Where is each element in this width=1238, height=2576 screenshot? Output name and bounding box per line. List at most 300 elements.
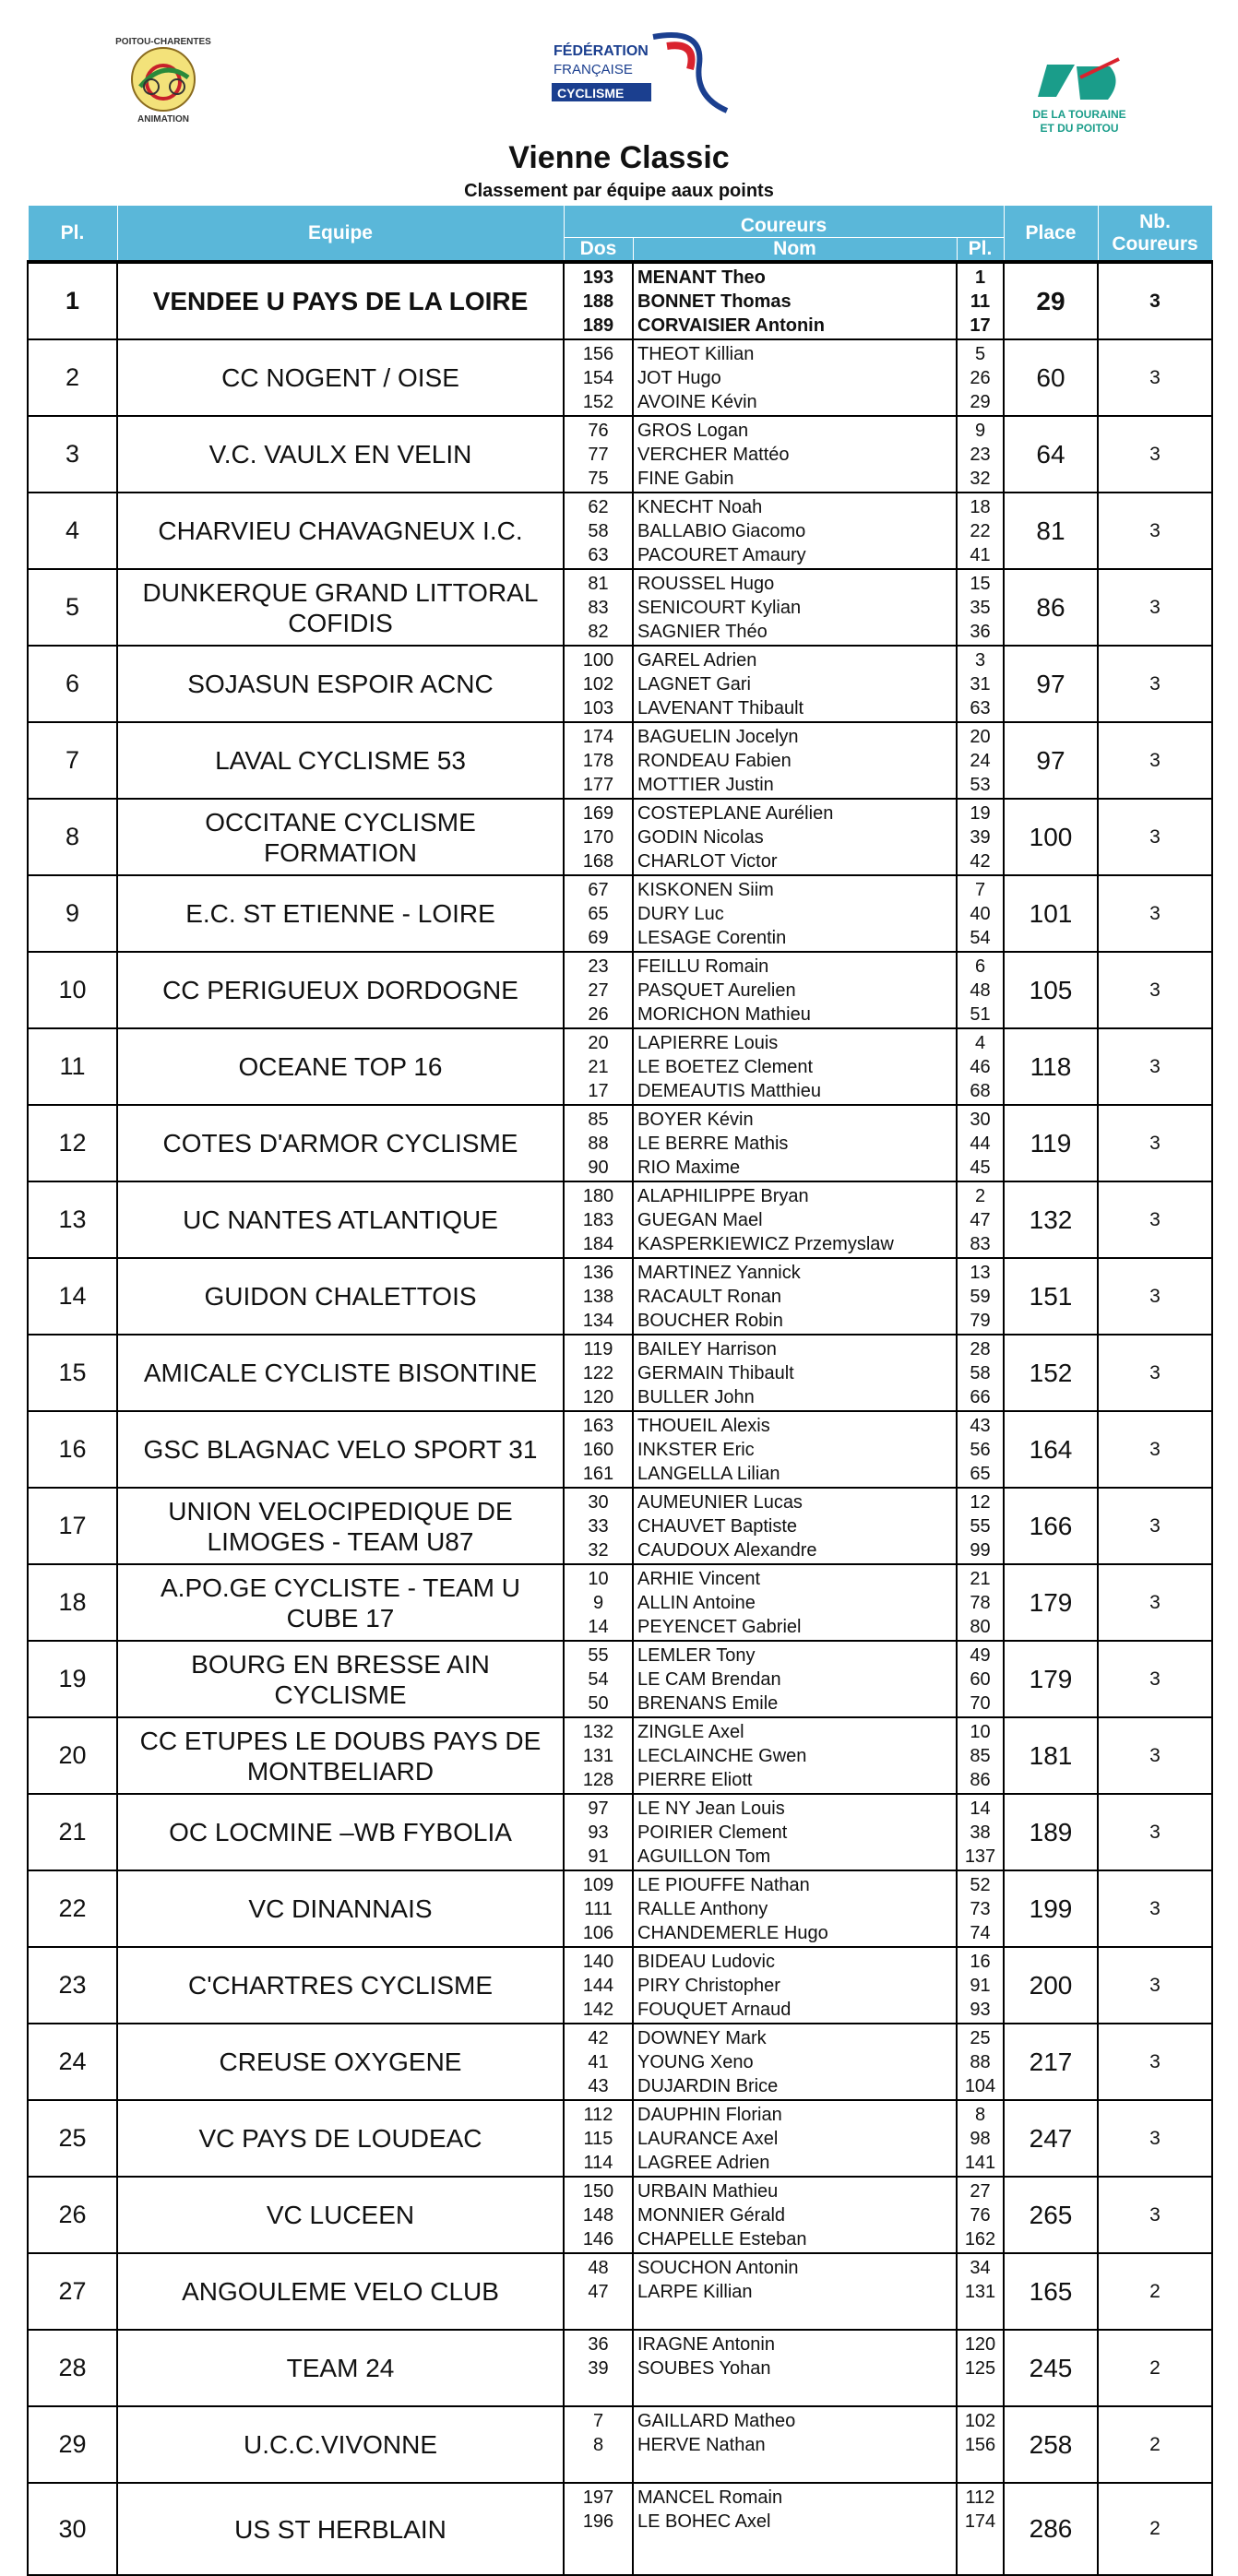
rider-place: 70 (970, 1693, 991, 1714)
rider-names (633, 339, 957, 416)
header-equipe: Equipe (117, 206, 564, 263)
rider-name: HERVE Nathan (637, 2435, 766, 2455)
team-name: V.C. VAULX EN VELIN (117, 416, 564, 493)
team-row (28, 1641, 1212, 1717)
team-rider-count: 3 (1098, 952, 1212, 1028)
rider-name: GUEGAN Mael (637, 1210, 763, 1230)
team-row (28, 1105, 1212, 1181)
rider-name: BRENANS Emile (637, 1693, 779, 1714)
team-row (28, 262, 1212, 339)
page-title: Vienne Classic (508, 140, 730, 175)
rider-places (957, 262, 1004, 339)
rider-place: 55 (970, 1516, 991, 1537)
rider-place: 23 (970, 445, 991, 465)
rider-name: LE NY Jean Louis (637, 1798, 785, 1819)
rider-dossard: 180 (582, 1186, 614, 1206)
rider-dossard: 102 (582, 674, 614, 694)
rider-place: 63 (970, 698, 991, 718)
team-name: CC ETUPES LE DOUBS PAYS DE MONTBELIARD (117, 1717, 564, 1794)
svg-text:FRANÇAISE: FRANÇAISE (554, 62, 633, 77)
team-rank: 1 (28, 262, 117, 339)
team-name: OC LOCMINE –WB FYBOLIA (117, 1794, 564, 1870)
rider-dossards (564, 416, 633, 493)
team-row (28, 1028, 1212, 1105)
team-name: OCCITANE CYCLISME FORMATION (117, 799, 564, 875)
rider-name: DOWNEY Mark (637, 2028, 767, 2048)
rider-name: CHAPELLE Esteban (637, 2229, 807, 2250)
rider-place: 48 (970, 980, 991, 1001)
rider-name: CHARLOT Victor (637, 851, 778, 872)
rider-dossards (564, 2024, 633, 2100)
rider-dossard: 156 (582, 344, 614, 364)
rider-places (957, 1564, 1004, 1641)
team-rank: 8 (28, 799, 117, 875)
team-points: 179 (1004, 1564, 1098, 1641)
rider-place: 40 (970, 904, 991, 924)
rider-place: 41 (970, 545, 991, 565)
rider-dossard: 76 (588, 421, 609, 441)
team-points: 119 (1004, 1105, 1098, 1181)
rider-place: 112 (965, 2487, 995, 2508)
rider-names (633, 569, 957, 646)
rider-place: 78 (970, 1593, 991, 1613)
rider-name: FINE Gabin (637, 469, 734, 489)
team-rank: 30 (28, 2483, 117, 2575)
rider-names (633, 416, 957, 493)
rider-names (633, 1105, 957, 1181)
rider-places (957, 339, 1004, 416)
rider-dossard: 43 (588, 2076, 609, 2096)
team-name: VENDEE U PAYS DE LA LOIRE (117, 262, 564, 339)
team-row (28, 1947, 1212, 2024)
rider-dossard: 39 (588, 2358, 609, 2379)
team-points: 165 (1004, 2253, 1098, 2330)
rider-names (633, 1564, 957, 1641)
team-name: C'CHARTRES CYCLISME (117, 1947, 564, 2024)
team-rank: 14 (28, 1258, 117, 1335)
team-row (28, 875, 1212, 952)
team-row (28, 1335, 1212, 1411)
team-rider-count: 3 (1098, 2100, 1212, 2177)
team-points: 100 (1004, 799, 1098, 875)
rider-dossards (564, 646, 633, 722)
rider-dossard: 90 (588, 1157, 609, 1178)
header-nb-coureurs: Nb. Coureurs (1098, 206, 1212, 263)
rider-names (633, 799, 957, 875)
rider-name: GAILLARD Matheo (637, 2411, 796, 2431)
rider-place: 98 (970, 2129, 991, 2149)
team-row (28, 2253, 1212, 2330)
rider-places (957, 1488, 1004, 1564)
rider-dossard: 83 (588, 598, 609, 618)
team-row (28, 2330, 1212, 2406)
team-row (28, 1411, 1212, 1488)
rider-names (633, 2024, 957, 2100)
rider-place: 14 (970, 1798, 991, 1819)
team-points: 81 (1004, 493, 1098, 569)
svg-text:ANIMATION: ANIMATION (137, 114, 189, 125)
rider-place: 19 (970, 803, 991, 824)
team-rider-count: 3 (1098, 416, 1212, 493)
rider-dossard: 75 (588, 469, 609, 489)
rider-places (957, 2406, 1004, 2483)
rider-place: 32 (970, 469, 991, 489)
team-points: 97 (1004, 646, 1098, 722)
team-row (28, 2177, 1212, 2253)
rider-place: 83 (970, 1234, 991, 1254)
team-points: 118 (1004, 1028, 1098, 1105)
rider-name: DAUPHIN Florian (637, 2105, 782, 2125)
rider-names (633, 1794, 957, 1870)
team-points: 132 (1004, 1181, 1098, 1258)
rider-dossard: 21 (588, 1057, 609, 1077)
team-rider-count: 3 (1098, 1717, 1212, 1794)
rider-name: COSTEPLANE Aurélien (637, 803, 834, 824)
team-row (28, 2100, 1212, 2177)
rider-dossard: 188 (582, 291, 614, 312)
team-name: VC LUCEEN (117, 2177, 564, 2253)
rider-place: 8 (974, 2105, 986, 2125)
team-row (28, 722, 1212, 799)
team-rank: 11 (28, 1028, 117, 1105)
team-row (28, 1488, 1212, 1564)
rider-place: 53 (970, 775, 991, 795)
team-row (28, 1258, 1212, 1335)
rider-dossard: 82 (588, 622, 609, 642)
rider-place: 39 (970, 827, 991, 848)
rider-dossard: 65 (588, 904, 609, 924)
rider-dossards (564, 2330, 633, 2406)
rider-place: 5 (974, 344, 986, 364)
rider-name: THEOT Killian (637, 344, 755, 364)
rider-dossard: 134 (582, 1311, 614, 1331)
rider-name: SOUBES Yohan (637, 2358, 771, 2379)
rider-place: 21 (970, 1569, 991, 1589)
rider-name: ROUSSEL Hugo (637, 574, 775, 594)
rider-place: 65 (970, 1464, 991, 1484)
rider-dossard: 131 (582, 1746, 614, 1766)
rider-places (957, 2330, 1004, 2406)
rider-dossard: 144 (582, 1976, 614, 1996)
team-points: 189 (1004, 1794, 1098, 1870)
header-dos: Dos (564, 238, 633, 263)
rider-dossards (564, 1411, 633, 1488)
header-coureurs: Coureurs (564, 206, 1004, 238)
rider-name: CAUDOUX Alexandre (637, 1540, 817, 1561)
rider-place: 44 (970, 1134, 991, 1154)
team-rank: 23 (28, 1947, 117, 2024)
rider-place: 17 (970, 315, 991, 336)
rider-dossards (564, 722, 633, 799)
rider-names (633, 2483, 957, 2575)
results-table (27, 205, 1213, 2576)
team-rank: 4 (28, 493, 117, 569)
team-name: GUIDON CHALETTOIS (117, 1258, 564, 1335)
rider-dossard: 48 (588, 2258, 609, 2278)
rider-dossard: 142 (582, 2000, 614, 2020)
rider-name: ALAPHILIPPE Bryan (637, 1186, 809, 1206)
team-rank: 7 (28, 722, 117, 799)
rider-dossard: 106 (582, 1923, 614, 1943)
rider-dossard: 81 (588, 574, 609, 594)
rider-name: BAILEY Harrison (637, 1339, 777, 1359)
rider-place: 16 (970, 1952, 991, 1972)
rider-place: 35 (970, 598, 991, 618)
rider-places (957, 1028, 1004, 1105)
rider-names (633, 1870, 957, 1947)
team-rider-count: 3 (1098, 646, 1212, 722)
rider-names (633, 1717, 957, 1794)
rider-names (633, 493, 957, 569)
team-row (28, 493, 1212, 569)
team-name: BOURG EN BRESSE AIN CYCLISME (117, 1641, 564, 1717)
rider-dossard: 140 (582, 1952, 614, 1972)
rider-name: AVOINE Kévin (637, 392, 757, 412)
team-row (28, 416, 1212, 493)
rider-dossards (564, 2406, 633, 2483)
rider-dossard: 111 (584, 1899, 613, 1919)
rider-place: 137 (964, 1846, 996, 1867)
rider-name: LE BOETEZ Clement (637, 1057, 814, 1077)
rider-dossard: 32 (588, 1540, 609, 1561)
rider-dossard: 9 (592, 1593, 604, 1613)
team-points: 247 (1004, 2100, 1098, 2177)
rider-dossards (564, 1105, 633, 1181)
team-points: 200 (1004, 1947, 1098, 2024)
team-rank: 9 (28, 875, 117, 952)
rider-name: IRAGNE Antonin (637, 2334, 775, 2355)
team-row (28, 1870, 1212, 1947)
rider-place: 12 (970, 1492, 991, 1513)
rider-name: CORVAISIER Antonin (637, 315, 825, 336)
header-pl: Pl. (28, 206, 117, 263)
rider-name: PACOURET Amaury (637, 545, 806, 565)
rider-place: 24 (970, 751, 991, 771)
team-points: 286 (1004, 2483, 1098, 2575)
rider-dossards (564, 1717, 633, 1794)
rider-place: 52 (970, 1875, 991, 1895)
rider-dossard: 178 (582, 751, 614, 771)
rider-place: 60 (970, 1669, 991, 1690)
team-points: 199 (1004, 1870, 1098, 1947)
rider-dossard: 88 (588, 1134, 609, 1154)
team-name: GSC BLAGNAC VELO SPORT 31 (117, 1411, 564, 1488)
team-name: DUNKERQUE GRAND LITTORAL COFIDIS (117, 569, 564, 646)
rider-dossard: 148 (582, 2205, 614, 2226)
rider-place: 162 (964, 2229, 996, 2250)
team-name: OCEANE TOP 16 (117, 1028, 564, 1105)
team-name: A.PO.GE CYCLISTE - TEAM U CUBE 17 (117, 1564, 564, 1641)
rider-name: PASQUET Aurelien (637, 980, 796, 1001)
rider-dossard: 154 (582, 368, 614, 388)
rider-name: GERMAIN Thibault (637, 1363, 794, 1383)
rider-dossard: 10 (588, 1569, 609, 1589)
rider-name: MONNIER Gérald (637, 2205, 786, 2226)
rider-name: THOUEIL Alexis (637, 1416, 770, 1436)
rider-dossard: 93 (588, 1822, 609, 1843)
team-rider-count: 3 (1098, 1870, 1212, 1947)
rider-name: LAGREE Adrien (637, 2153, 770, 2173)
rider-place: 79 (970, 1311, 991, 1331)
rider-places (957, 1258, 1004, 1335)
team-points: 181 (1004, 1717, 1098, 1794)
rider-dossards (564, 1335, 633, 1411)
rider-places (957, 493, 1004, 569)
rider-place: 156 (964, 2435, 996, 2455)
rider-place: 47 (970, 1210, 991, 1230)
team-name: E.C. ST ETIENNE - LOIRE (117, 875, 564, 952)
team-rank: 12 (28, 1105, 117, 1181)
rider-name: ZINGLE Axel (637, 1722, 744, 1742)
rider-dossard: 33 (588, 1516, 609, 1537)
rider-name: URBAIN Mathieu (637, 2181, 779, 2202)
rider-dossard: 97 (588, 1798, 609, 1819)
team-points: 258 (1004, 2406, 1098, 2483)
rider-dossards (564, 1564, 633, 1641)
rider-dossard: 128 (582, 1770, 614, 1790)
rider-name: KASPERKIEWICZ Przemyslaw (637, 1234, 894, 1254)
team-rider-count: 3 (1098, 493, 1212, 569)
team-row (28, 569, 1212, 646)
team-rank: 25 (28, 2100, 117, 2177)
rider-dossard: 122 (582, 1363, 614, 1383)
rider-dossard: 160 (582, 1440, 614, 1460)
team-name: AMICALE CYCLISTE BISONTINE (117, 1335, 564, 1411)
team-points: 179 (1004, 1641, 1098, 1717)
team-rank: 13 (28, 1181, 117, 1258)
team-rank: 15 (28, 1335, 117, 1411)
team-points: 151 (1004, 1258, 1098, 1335)
rider-places (957, 799, 1004, 875)
rider-dossard: 184 (582, 1234, 614, 1254)
rider-place: 15 (970, 574, 991, 594)
rider-place: 18 (970, 497, 991, 517)
rider-name: BOUCHER Robin (637, 1311, 783, 1331)
rider-dossards (564, 952, 633, 1028)
svg-text:DE LA TOURAINE: DE LA TOURAINE (1032, 108, 1126, 121)
rider-dossards (564, 339, 633, 416)
rider-dossard: 136 (582, 1263, 614, 1283)
team-row (28, 1794, 1212, 1870)
rider-place: 131 (964, 2282, 996, 2302)
results-body (28, 262, 1212, 2575)
rider-name: GAREL Adrien (637, 650, 757, 671)
team-rider-count: 2 (1098, 2483, 1212, 2575)
rider-place: 6 (974, 956, 986, 977)
page-subtitle: Classement par équipe aaux points (464, 181, 774, 201)
rider-dossard: 20 (588, 1033, 609, 1053)
rider-place: 43 (970, 1416, 991, 1436)
rider-name: FOUQUET Arnaud (637, 2000, 792, 2020)
team-rider-count: 2 (1098, 2406, 1212, 2483)
rider-place: 36 (970, 622, 991, 642)
rider-place: 1 (974, 267, 986, 288)
rider-dossards (564, 2177, 633, 2253)
team-points: 152 (1004, 1335, 1098, 1411)
rider-dossards (564, 262, 633, 339)
rider-name: MORICHON Mathieu (637, 1004, 811, 1025)
team-rank: 24 (28, 2024, 117, 2100)
rider-name: RONDEAU Fabien (637, 751, 792, 771)
rider-names (633, 1641, 957, 1717)
rider-dossard: 85 (588, 1110, 609, 1130)
rider-names (633, 1181, 957, 1258)
team-row (28, 2406, 1212, 2483)
rider-dossard: 23 (588, 956, 609, 977)
rider-place: 102 (964, 2411, 996, 2431)
team-rider-count: 3 (1098, 262, 1212, 339)
rider-places (957, 646, 1004, 722)
rider-place: 85 (970, 1746, 991, 1766)
rider-place: 125 (964, 2358, 996, 2379)
team-points: 86 (1004, 569, 1098, 646)
rider-place: 76 (970, 2205, 991, 2226)
rider-names (633, 1335, 957, 1411)
rider-name: LARPE Killian (637, 2282, 753, 2302)
rider-dossard: 168 (582, 851, 614, 872)
rider-name: BULLER John (637, 1387, 755, 1407)
rider-dossards (564, 2100, 633, 2177)
team-row (28, 2483, 1212, 2575)
rider-dossard: 120 (582, 1387, 614, 1407)
rider-place: 66 (970, 1387, 991, 1407)
rider-name: RIO Maxime (637, 1157, 741, 1178)
team-name: SOJASUN ESPOIR ACNC (117, 646, 564, 722)
team-rank: 19 (28, 1641, 117, 1717)
rider-dossards (564, 2253, 633, 2330)
rider-dossard: 119 (583, 1339, 613, 1359)
rider-places (957, 1870, 1004, 1947)
rider-places (957, 875, 1004, 952)
rider-dossard: 55 (588, 1645, 609, 1666)
team-rank: 28 (28, 2330, 117, 2406)
team-rank: 5 (28, 569, 117, 646)
rider-names (633, 2177, 957, 2253)
rider-place: 120 (964, 2334, 996, 2355)
rider-name: INKSTER Eric (637, 1440, 755, 1460)
rider-name: LE BERRE Mathis (637, 1134, 789, 1154)
team-rank: 16 (28, 1411, 117, 1488)
rider-place: 73 (970, 1899, 991, 1919)
rider-names (633, 1411, 957, 1488)
rider-name: LAPIERRE Louis (637, 1033, 779, 1053)
rider-name: MENANT Theo (637, 267, 766, 288)
team-points: 265 (1004, 2177, 1098, 2253)
team-rider-count: 3 (1098, 1105, 1212, 1181)
team-rider-count: 3 (1098, 1258, 1212, 1335)
rider-name: DEMEAUTIS Matthieu (637, 1081, 821, 1101)
rider-name: AGUILLON Tom (637, 1846, 771, 1867)
rider-names (633, 1258, 957, 1335)
team-points: 97 (1004, 722, 1098, 799)
team-rider-count: 2 (1098, 2253, 1212, 2330)
rider-dossards (564, 799, 633, 875)
rider-place: 34 (970, 2258, 991, 2278)
rider-place: 74 (970, 1923, 991, 1943)
team-rider-count: 3 (1098, 1411, 1212, 1488)
team-points: 29 (1004, 262, 1098, 339)
rider-place: 54 (970, 928, 991, 948)
header-nom: Nom (633, 238, 957, 263)
rider-name: BAGUELIN Jocelyn (637, 727, 799, 747)
rider-name: FEILLU Romain (637, 956, 769, 977)
team-row (28, 646, 1212, 722)
team-rank: 26 (28, 2177, 117, 2253)
rider-places (957, 2024, 1004, 2100)
rider-places (957, 1411, 1004, 1488)
header-pl-rider: Pl. (957, 238, 1004, 263)
team-rank: 21 (28, 1794, 117, 1870)
